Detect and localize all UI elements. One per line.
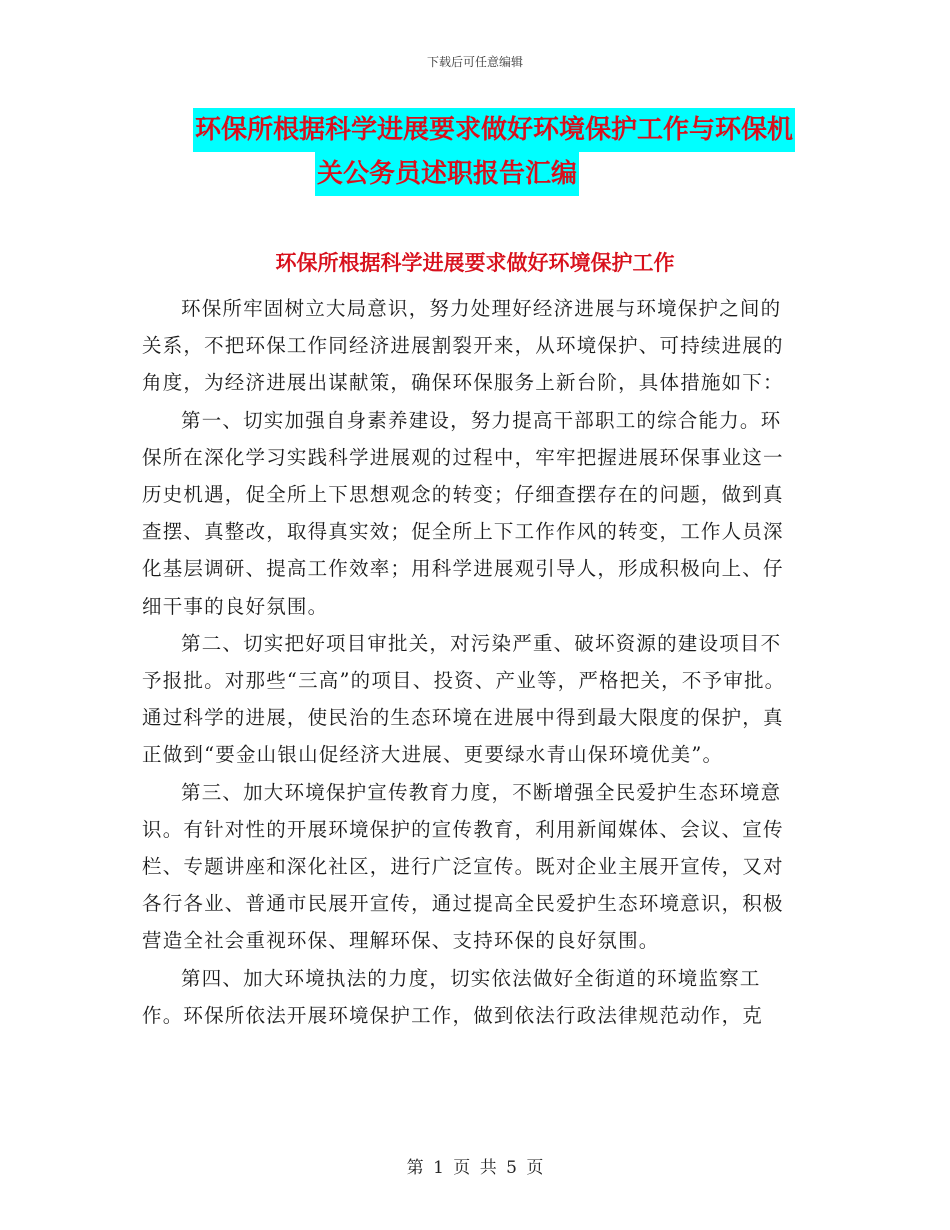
body-text <box>142 290 798 1034</box>
paragraph: 第四、加大环境执法的力度，切实依法做好全街道的环境监察工作。环保所依法开展环境保护工作，做到依法行政法律规范动作，克 <box>142 966 764 1027</box>
title-line-1: 环保所根据科学进展要求做好环境保护工作与环保机 <box>193 108 795 152</box>
title-line-2: 关公务员述职报告汇编 <box>315 152 579 196</box>
paragraph: 第三、加大环境保护宣传教育力度，不断增强全民爱护生态环境意识。有针对性的开展环境保护的宣传教育，利用新闻媒体、会议、宣传栏、专题讲座和深化社区，进行广泛宣传。既对企业主展开宣传，又对各行各业、普通市民展开宣传，通过提高全民爱护生态环境意识，积极营造全社会重视环保、理解环保、支持环保的良好氛围。 <box>142 780 784 953</box>
page-number: 第 1 页 共 5 页 <box>406 1158 544 1178</box>
section-title: 环保所根据科学进展要求做好环境保护工作 <box>275 251 675 275</box>
header-note: 下载后可任意编辑 <box>426 55 523 69</box>
paragraph: 第一、切实加强自身素养建设，努力提高干部职工的综合能力。环保所在深化学习实践科学进展观的过程中，牢牢把握进展环保事业这一历史机遇，促全所上下思想观念的转变；仔细查摆存在的问题，做到真查摆、真整改，取得真实效；促全所上下工作作风的转变，工作人员深化基层调研、提高工作效率；用科学进展观引导人，形成积极向上、仔细干事的良好氛围。 <box>142 408 784 618</box>
document-title <box>175 108 815 196</box>
paragraph: 环保所牢固树立大局意识，努力处理好经济进展与环境保护之间的关系，不把环保工作同经济进展割裂开来，从环境保护、可持续进展的角度，为经济进展出谋献策，确保环保服务上新台阶，具体措施如下： <box>142 297 784 395</box>
paragraph: 第二、切实把好项目审批关，对污染严重、破坏资源的建设项目不予报批。对那些“三高”的项目、投资、产业等，严格把关，不予审批。通过科学的进展，使民治的生态环境在进展中得到最大限度的保护，真正做到“要金山银山促经济大进展、更要绿水青山保环境优美”。 <box>142 631 786 767</box>
